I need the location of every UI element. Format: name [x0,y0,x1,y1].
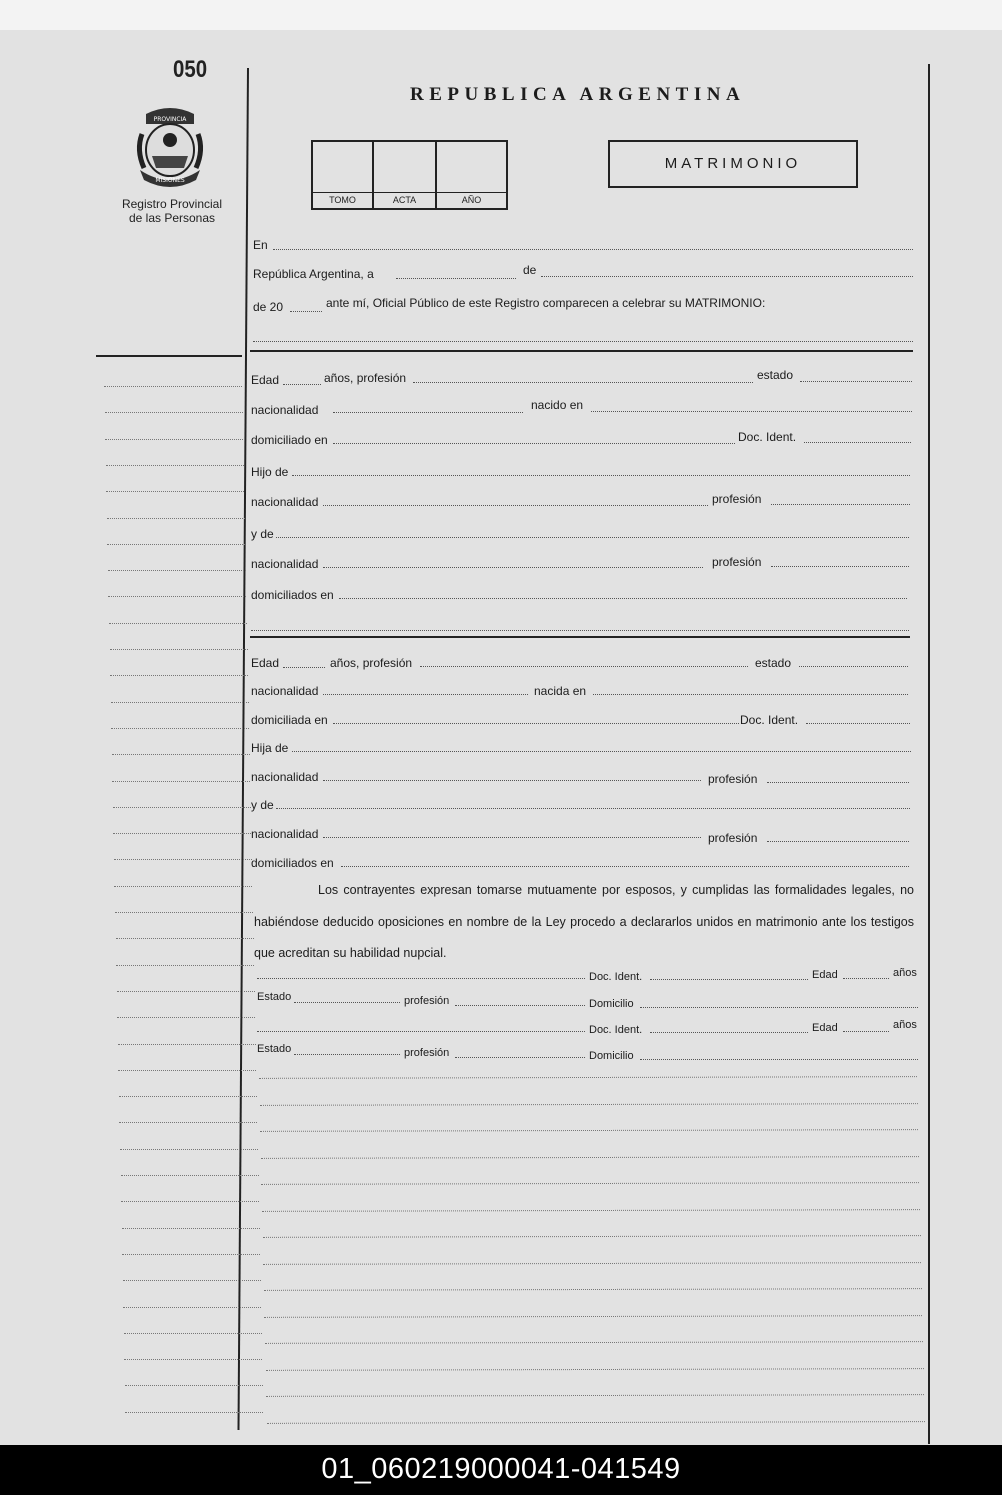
bride-domiciliados-field[interactable] [341,866,909,867]
margin-line[interactable] [111,728,249,729]
margin-line[interactable] [113,807,251,808]
groom-hijo-label: Hijo de [251,465,289,479]
witness1-doc-label: Doc. Ident. [589,971,643,983]
margin-line[interactable] [112,754,250,755]
witness2-profesion-field[interactable] [455,1057,585,1058]
witness2-domicilio-label: Domicilio [589,1050,634,1062]
bride-profesion-field[interactable] [420,666,748,667]
bride-nacida-label: nacida en [534,684,587,698]
groom-estado-field[interactable] [800,381,912,382]
margin-line[interactable] [123,1280,261,1281]
margin-line[interactable] [118,1044,256,1045]
groom-section-rule [250,350,913,352]
bride-prof-padre-field[interactable] [767,782,909,783]
tomo-label: TOMO [313,192,374,209]
margin-vertical-rule [237,68,249,1430]
note-line[interactable] [266,1368,924,1371]
note-line[interactable] [261,1156,919,1159]
note-line[interactable] [264,1315,922,1318]
margin-line[interactable] [104,386,242,387]
intro-day-field[interactable] [396,278,516,279]
margin-line[interactable] [119,1096,257,1097]
margin-line[interactable] [109,623,247,624]
anio-box [437,142,506,192]
bride-profesion-label: años, profesión [330,656,413,670]
margin-line[interactable] [125,1385,263,1386]
groom-nac-padre-field[interactable] [323,505,708,506]
margin-line[interactable] [122,1254,260,1255]
registry-name [108,197,236,225]
groom-doc-label: Doc. Ident. [738,430,797,444]
bride-y-de-label: y de [251,798,274,812]
registry-label: Registro Provincial de las Personas [121,197,223,225]
note-line[interactable] [259,1076,917,1079]
witness2-domicilio-field[interactable] [640,1059,918,1060]
margin-line[interactable] [116,965,254,966]
groom-domiciliados-field[interactable] [339,598,907,599]
groom-nacido-field[interactable] [591,411,912,412]
witness2-anios-label: años [893,1019,917,1031]
bride-prof-madre-label: profesión [708,831,758,845]
groom-domiciliados-label: domiciliados en [251,588,334,602]
bride-domicilio-field[interactable] [333,723,739,724]
intro-year-field[interactable] [290,311,322,312]
witness2-doc-label: Doc. Ident. [589,1024,643,1036]
declaration-text: Los contrayentes expresan tomarse mutuamente por esposos, y cumplidas las formalidades legales, no habiéndose deducido oposiciones en nombre de la Ley procedo a declararlos unidos en matrimonio ante los testigos que acreditan su habilidad nupcial. [254,883,914,960]
bride-madre-field[interactable] [276,808,910,809]
intro-month-field[interactable] [541,276,913,277]
groom-domicilio-field[interactable] [333,443,735,444]
right-vertical-rule [928,64,930,1444]
margin-line[interactable] [112,781,250,782]
seal-text-top: PROVINCIA [153,116,187,123]
intro-comparecen-text: ante mí, Oficial Público de este Registro comparecen a celebrar su MATRIMONIO: [326,296,766,310]
witness2-edad-field[interactable] [843,1031,889,1032]
margin-line[interactable] [114,886,252,887]
groom-prof-padre-label: profesión [712,492,762,506]
margin-line[interactable] [119,1122,257,1123]
bride-section-rule [250,636,910,638]
groom-nac-madre-field[interactable] [323,567,703,568]
provincial-seal-icon [132,104,208,190]
note-line[interactable] [263,1235,921,1238]
bride-estado-label: estado [755,656,792,670]
declaration-paragraph [254,875,914,970]
margin-line[interactable] [115,912,253,913]
document-title: REPUBLICA ARGENTINA [410,84,746,105]
intro-en-field[interactable] [273,249,913,250]
intro-en-label: En [253,238,268,252]
bride-nac-padre-field[interactable] [323,780,701,781]
note-line[interactable] [263,1262,921,1265]
note-line[interactable] [267,1421,925,1424]
witness1-estado-field[interactable] [294,1002,400,1003]
margin-line[interactable] [107,518,245,519]
bride-doc-label: Doc. Ident. [740,713,799,727]
bride-nacionalidad-field[interactable] [323,694,528,695]
margin-line[interactable] [117,1017,255,1018]
margin-line[interactable] [110,675,248,676]
bride-edad-label: Edad [251,656,280,670]
image-caption: 01_060219000041-041549 [0,1445,1002,1495]
groom-prof-madre-label: profesión [712,555,762,569]
bride-domiciliados-label: domiciliados en [251,856,334,870]
witness1-profesion-field[interactable] [455,1005,585,1006]
witness1-domicilio-field[interactable] [640,1007,918,1008]
record-type-box: MATRIMONIO [608,140,858,188]
note-line[interactable] [264,1288,922,1291]
groom-edad-field[interactable] [283,384,321,385]
groom-estado-label: estado [757,368,794,382]
bride-nac-padre-label: nacionalidad [251,770,319,784]
note-line[interactable] [260,1129,918,1132]
bride-nac-madre-field[interactable] [323,837,701,838]
margin-line[interactable] [117,991,255,992]
groom-domicilio-label: domiciliado en [251,433,328,447]
groom-nac-padre-label: nacionalidad [251,495,319,509]
groom-doc-field[interactable] [804,442,911,443]
margin-line[interactable] [121,1175,259,1176]
bride-estado-field[interactable] [799,666,908,667]
witness1-doc-field[interactable] [650,979,808,980]
margin-line[interactable] [108,596,246,597]
groom-prof-padre-field[interactable] [771,504,910,505]
intro-extra-field[interactable] [253,341,913,342]
anio-label: AÑO [437,192,506,209]
margin-line[interactable] [107,544,245,545]
witness2-estado-label: Estado [257,1043,292,1055]
note-line[interactable] [261,1182,919,1185]
acta-label: ACTA [374,192,437,209]
bride-domicilio-label: domiciliada en [251,713,328,727]
witness1-profesion-label: profesión [404,995,450,1007]
witness2-edad-label: Edad [812,1022,838,1034]
note-line[interactable] [265,1341,923,1344]
groom-nac-madre-label: nacionalidad [251,557,319,571]
groom-hijo-field[interactable] [292,475,910,476]
margin-line[interactable] [124,1333,262,1334]
note-line[interactable] [260,1103,918,1106]
margin-line[interactable] [123,1307,261,1308]
seal-text-bottom: MISIONES [155,177,185,184]
witness1-edad-field[interactable] [843,978,889,979]
bride-nacida-field[interactable] [593,694,908,695]
margin-line[interactable] [106,465,244,466]
intro-de-label: de [523,263,537,277]
groom-madre-field[interactable] [276,537,909,538]
bride-edad-field[interactable] [283,667,325,668]
groom-profesion-label: años, profesión [324,371,407,385]
groom-edad-label: Edad [251,373,280,387]
margin-line[interactable] [125,1412,263,1413]
margin-line[interactable] [105,439,243,440]
groom-nacionalidad-label: nacionalidad [251,403,319,417]
witness1-domicilio-label: Domicilio [589,998,634,1010]
witness1-estado-label: Estado [257,991,292,1003]
witness1-anios-label: años [893,967,917,979]
bride-prof-padre-label: profesión [708,772,758,786]
bride-nac-madre-label: nacionalidad [251,827,319,841]
margin-top-rule [96,355,242,357]
acta-box [374,142,437,192]
margin-line[interactable] [108,570,246,571]
witness1-name-field[interactable] [257,978,585,979]
groom-profesion-field[interactable] [413,382,753,383]
intro-republica-label: República Argentina, a [253,267,374,281]
groom-y-de-label: y de [251,527,274,541]
intro-de20-label: de 20 [253,300,284,314]
margin-line[interactable] [122,1228,260,1229]
margin-line[interactable] [120,1149,258,1150]
groom-prof-madre-field[interactable] [771,566,909,567]
bride-hija-label: Hija de [251,741,289,755]
bride-hija-field[interactable] [292,751,911,752]
margin-line[interactable] [111,702,249,703]
margin-line[interactable] [116,938,254,939]
margin-line[interactable] [118,1070,256,1071]
bride-doc-field[interactable] [806,723,910,724]
witness1-edad-label: Edad [812,969,838,981]
tomo-box [313,142,374,192]
folio-number: 050 [173,56,208,83]
groom-nacido-label: nacido en [531,398,584,412]
margin-line[interactable] [106,491,244,492]
margin-line[interactable] [105,412,243,413]
bride-nacionalidad-label: nacionalidad [251,684,319,698]
margin-line[interactable] [113,833,251,834]
margin-line[interactable] [110,649,248,650]
witness2-doc-field[interactable] [650,1032,808,1033]
note-line[interactable] [262,1209,920,1212]
witness2-profesion-label: profesión [404,1047,450,1059]
margin-line[interactable] [124,1359,262,1360]
bride-prof-madre-field[interactable] [767,841,909,842]
witness2-name-field[interactable] [257,1031,585,1032]
groom-nacionalidad-field[interactable] [333,412,523,413]
record-reference-boxes [311,140,508,210]
groom-extra-field[interactable] [251,630,909,631]
margin-line[interactable] [121,1201,259,1202]
note-line[interactable] [266,1394,924,1397]
witness2-estado-field[interactable] [294,1054,400,1055]
margin-line[interactable] [114,859,252,860]
